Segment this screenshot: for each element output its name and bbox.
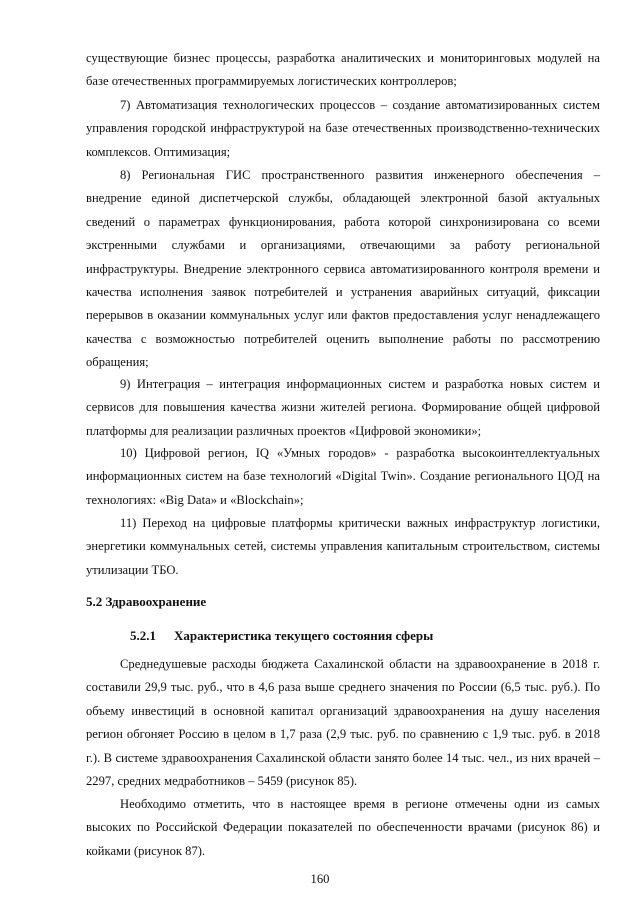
list-item-11: 11) Переход на цифровые платформы критически важных инфраструктур логистики, энергетики коммунальных сетей, системы управления капитальным строительством, системы утилизации ТБО. (86, 516, 600, 577)
paragraph-healthcare-indicators: Необходимо отметить, что в настоящее время в регионе отмечены одни из самых высоких по Российской Федерации показателей по обеспеченности врачами (рисунок 86) и койками (рисунок 87). (86, 797, 600, 858)
list-item-9: 9) Интеграция – интеграция информационных систем и разработка новых систем и сервисов для повышения качества жизни жителей региона. Формирование общей цифровой платформы для реализации различных проектов «Цифровой экономики»; (86, 377, 600, 438)
list-item-8: 8) Региональная ГИС пространственного развития инженерного обеспечения – внедрение единой диспетчерской службы, обладающей электронной базой актуальных сведений о параметрах функционирования, работа которой синхронизирована со всеми экстренными службами и организациями, отвечающими за работу региональной инфраструктуры. Внедрение электронного сервиса автоматизированного контроля времени и качества исполнения заявок потребителей и устранения аварийных ситуаций, фиксации перерывов в оказании коммунальных услуг или фактов предоставления услуг ненадлежащего качества с возможностью потребителей оценить выполнение работы по рассмотрению обращения; (86, 168, 600, 370)
subsection-heading (130, 628, 433, 644)
list-item-7: 7) Автоматизация технологических процессов – создание автоматизированных систем управления городской инфраструктурой на базе отечественных производственно-технических комплексов. Оптимизация; (86, 98, 600, 159)
section-heading: 5.2 Здравоохранение (86, 594, 207, 609)
subsection-title: Характеристика текущего состояния сферы (174, 628, 434, 643)
paragraph-intro-continuation: существующие бизнес процессы, разработка аналитических и мониторинговых модулей на базе отечественных программируемых логистических контроллеров; (86, 51, 600, 89)
paragraph-healthcare-spending: Среднедушевые расходы бюджета Сахалинской области на здравоохранение в 2018 г. составили 29,9 тыс. руб., что в 4,6 раза выше среднего значения по России (6,5 тыс. руб.). По объему инвестиций в основной капитал организаций здравоохранения на душу населения регион обгоняет Россию в целом в 1,7 раза (2,9 тыс. руб. по сравнению с 1,9 тыс. руб. в 2018 г.). В системе здравоохранения Сахалинской области занято более 14 тыс. чел., из них врачей – 2297, средних медработников – 5459 (рисунок 85). (86, 657, 600, 789)
page-number: 160 (310, 872, 330, 886)
subsection-number: 5.2.1 (130, 628, 156, 643)
list-item-10: 10) Цифровой регион, IQ «Умных городов» - разработка высокоинтеллектуальных информационных систем на базе технологий «Digital Twin». Создание регионального ЦОД на технологиях: «Big Data» и «Blockchain»; (86, 446, 600, 507)
